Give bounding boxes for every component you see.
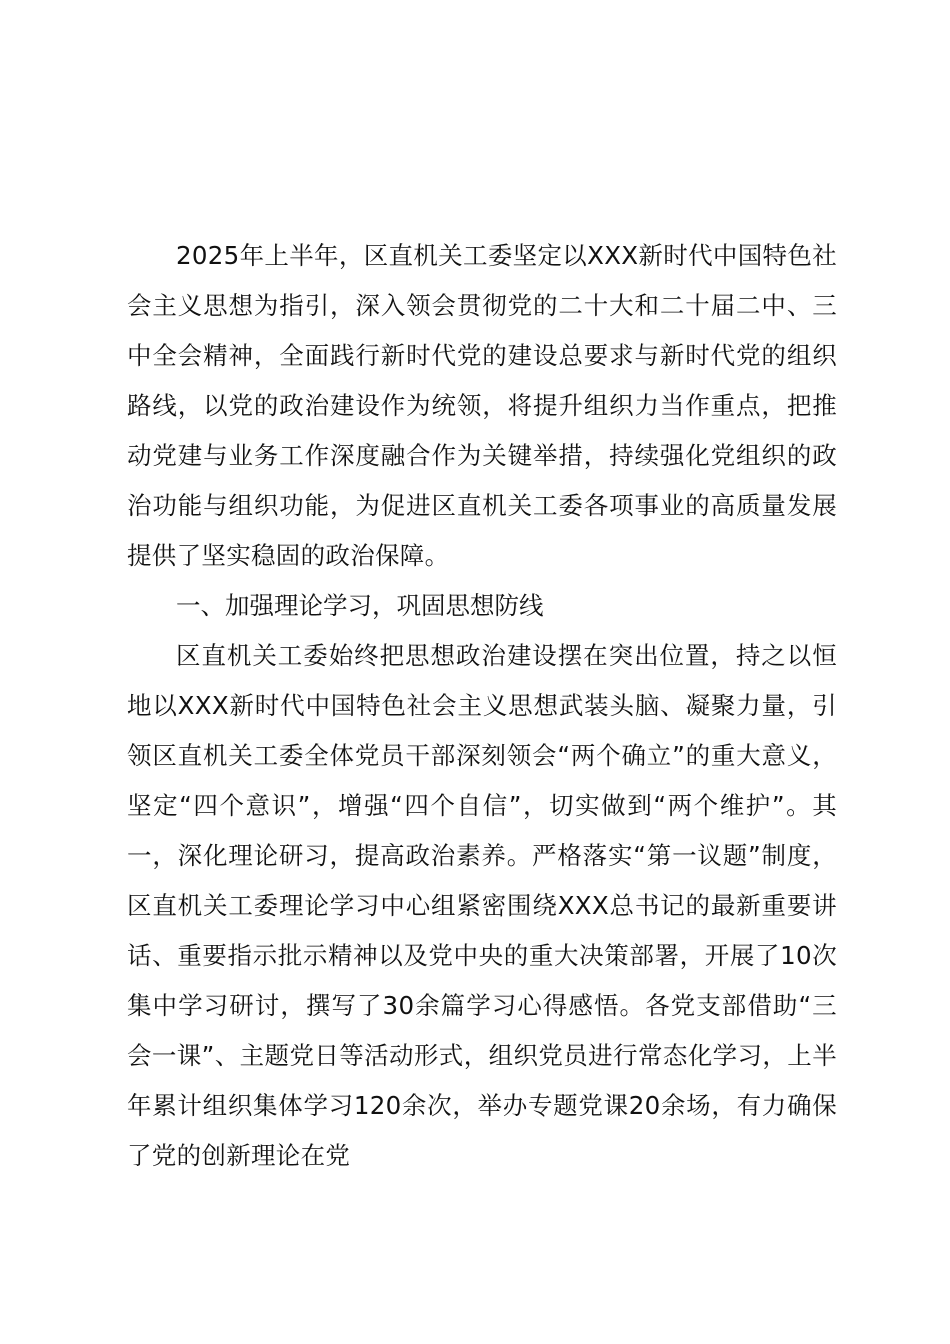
document-body	[127, 231, 837, 1181]
body-paragraph: 区直机关工委始终把思想政治建设摆在突出位置，持之以恒地以XXX新时代中国特色社会主义思想武装头脑、凝聚力量，引领区直机关工委全体党员干部深刻领会“两个确立”的重大意义，坚定“四个意识”，增强“四个自信”，切实做到“两个维护”。其一，深化理论研习，提高政治素养。严格落实“第一议题”制度，区直机关工委理论学习中心组紧密围绕XXX总书记的最新重要讲话、重要指示批示精神以及党中央的重大决策部署，开展了10次集中学习研讨，撰写了30余篇学习心得感悟。各党支部借助“三会一课”、主题党日等活动形式，组织党员进行常态化学习，上半年累计组织集体学习120余次，举办专题党课20余场，有力确保了党的创新理论在党	[127, 641, 837, 1170]
intro-paragraph: 2025年上半年，区直机关工委坚定以XXX新时代中国特色社会主义思想为指引，深入领会贯彻党的二十大和二十届二中、三中全会精神，全面践行新时代党的建设总要求与新时代党的组织路线，以党的政治建设作为统领，将提升组织力当作重点，把推动党建与业务工作深度融合作为关键举措，持续强化党组织的政治功能与组织功能，为促进区直机关工委各项事业的高质量发展提供了坚实稳固的政治保障。	[127, 241, 837, 570]
section-heading: 一、加强理论学习，巩固思想防线	[176, 591, 544, 620]
